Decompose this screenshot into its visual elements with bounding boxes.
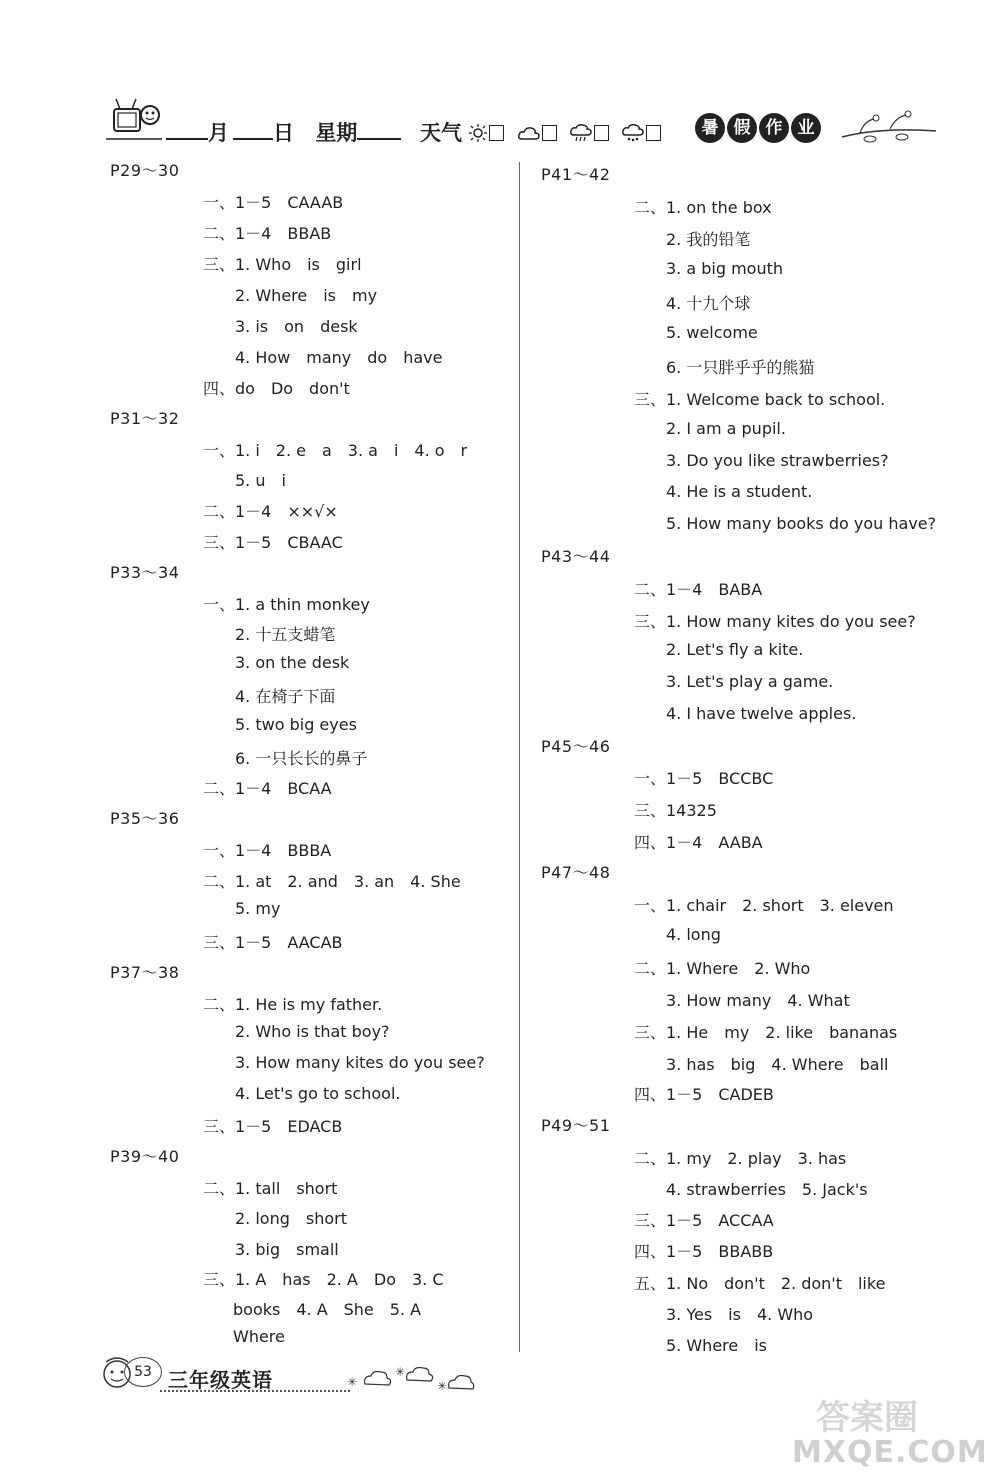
page-range-heading: P35～36	[110, 809, 180, 828]
answer-line: 5. How many books do you have?	[666, 514, 937, 533]
banner-char: 暑	[695, 113, 725, 143]
date-line	[166, 117, 401, 147]
cloudy-icon	[518, 125, 540, 141]
answer-line: 四、1－5 CADEB	[634, 1085, 774, 1104]
answer-line: 四、1－4 AABA	[634, 833, 763, 852]
page-range-heading: P29～30	[110, 161, 180, 180]
answer-line: 二、1. Where 2. Who	[634, 959, 811, 978]
answer-line: 2. Where is my	[235, 286, 378, 305]
cloud-star-decoration-icon	[345, 1362, 475, 1394]
answer-line: 5. my	[235, 899, 281, 918]
answer-line: 二、1. on the box	[634, 198, 772, 217]
sunny-checkbox[interactable]	[489, 125, 504, 141]
answer-line: 3. a big mouth	[666, 259, 784, 278]
svg-text:✳: ✳	[347, 1375, 358, 1389]
page-range-heading: P41～42	[541, 165, 611, 184]
summer-homework-banner	[695, 113, 823, 143]
answer-line: 4. He is a student.	[666, 482, 813, 501]
answer-line: 5. two big eyes	[235, 715, 357, 734]
page-number: 53	[124, 1357, 162, 1387]
watermark	[792, 1390, 988, 1470]
weekday-blank[interactable]	[357, 118, 401, 140]
page-range-heading: P49～51	[541, 1116, 611, 1135]
weather-line	[420, 117, 661, 147]
answer-line: 4. I have twelve apples.	[666, 704, 857, 723]
answer-line: 4. long	[666, 925, 721, 944]
answer-line: 三、1. Welcome back to school.	[634, 390, 886, 409]
answer-line: 二、1－4 BBAB	[203, 224, 332, 243]
page-range-heading: P47～48	[541, 863, 611, 882]
answer-line: 一、1－5 BCCBC	[634, 769, 774, 788]
answer-line: 4. How many do have	[235, 348, 443, 367]
answer-line: 一、1. i 2. e a 3. a i 4. o r	[203, 441, 468, 460]
answer-line: 三、1. How many kites do you see?	[634, 612, 916, 631]
answer-line: 四、1－5 BBABB	[634, 1242, 774, 1261]
svg-text:✳: ✳	[437, 1379, 448, 1393]
answer-line: 3. on the desk	[235, 653, 350, 672]
month-label: 月	[208, 121, 229, 145]
answer-line: 2. I am a pupil.	[666, 419, 786, 438]
answer-line: 五、1. No don't 2. don't like	[634, 1274, 886, 1293]
weather-label: 天气	[420, 121, 462, 145]
watermark-cn: 答案圈	[816, 1398, 918, 1438]
answer-line: 6. 一只长长的鼻子	[235, 749, 368, 768]
column-divider	[519, 162, 520, 1352]
rainy-checkbox[interactable]	[594, 125, 609, 141]
answer-line: 二、1－4 BCAA	[203, 779, 332, 798]
page-range-heading: P39～40	[110, 1147, 180, 1166]
page-header	[100, 95, 940, 155]
answer-line: 二、1. tall short	[203, 1179, 338, 1198]
answer-line: 2. 我的铅笔	[666, 230, 751, 249]
banner-char: 业	[791, 113, 821, 143]
answer-line: 二、1. at 2. and 3. an 4. She	[203, 872, 461, 891]
answer-line: 3. How many kites do you see?	[235, 1053, 485, 1072]
page-range-heading: P33～34	[110, 563, 180, 582]
answer-line: 4. 十九个球	[666, 294, 751, 313]
answer-line: 3. Let's play a game.	[666, 672, 834, 691]
page-range-heading: P37～38	[110, 963, 180, 982]
answer-line: 4. Let's go to school.	[235, 1084, 401, 1103]
answer-line: 3. big small	[235, 1240, 339, 1259]
answer-line: 三、1. Who is girl	[203, 255, 362, 274]
page-range-heading: P43～44	[541, 547, 611, 566]
answer-line: 3. has big 4. Where ball	[666, 1055, 889, 1074]
footer-title: 三年级英语	[168, 1368, 273, 1392]
watermark-en: MXQE.COM	[792, 1435, 988, 1470]
banner-char: 假	[727, 113, 757, 143]
month-blank[interactable]	[166, 118, 208, 140]
answer-line: 三、1. He my 2. like bananas	[634, 1023, 898, 1042]
answer-line: 2. long short	[235, 1209, 348, 1228]
answer-line: 三、1－5 AACAB	[203, 933, 343, 952]
answer-line: 3. Do you like strawberries?	[666, 451, 889, 470]
day-label: 日	[273, 121, 294, 145]
answer-line: 三、1－5 CBAAC	[203, 533, 343, 552]
answer-line: 三、1－5 EDACB	[203, 1117, 343, 1136]
flower-branch-icon	[840, 107, 940, 147]
answer-line: 4. strawberries 5. Jack's	[666, 1180, 868, 1199]
answer-line: 三、1. A has 2. A Do 3. C	[203, 1270, 444, 1289]
cloudy-checkbox[interactable]	[542, 125, 557, 141]
answer-line: 3. How many 4. What	[666, 991, 850, 1010]
answer-line: 5. welcome	[666, 323, 758, 342]
answer-line: 3. Yes is 4. Who	[666, 1305, 814, 1324]
sunny-icon	[469, 124, 487, 142]
snowy-icon	[622, 124, 644, 142]
answer-line: 三、14325	[634, 801, 717, 820]
snowy-checkbox[interactable]	[646, 125, 661, 141]
page-range-heading: P31～32	[110, 409, 180, 428]
answer-line: 二、1. He is my father.	[203, 995, 383, 1014]
rainy-icon	[570, 124, 592, 142]
answer-line: 一、1. chair 2. short 3. eleven	[634, 896, 894, 915]
footer-divider	[160, 1390, 350, 1392]
answer-line: 2. Who is that boy?	[235, 1022, 390, 1041]
answer-line: 二、1. my 2. play 3. has	[634, 1149, 847, 1168]
answer-line: 5. u i	[235, 471, 286, 490]
page-range-heading: P45～46	[541, 737, 611, 756]
weekday-label: 星期	[315, 121, 358, 145]
answer-line: books 4. A She 5. A	[233, 1300, 422, 1319]
answer-line: 2. Let's fly a kite.	[666, 640, 804, 659]
answer-line: Where	[233, 1327, 285, 1346]
cartoon-tv-icon	[102, 95, 164, 143]
answer-line: 5. Where is	[666, 1336, 768, 1355]
answer-line: 3. is on desk	[235, 317, 358, 336]
answer-line: 四、do Do don't	[203, 379, 350, 398]
svg-text:✳: ✳	[395, 1365, 406, 1379]
answer-line: 6. 一只胖乎乎的熊猫	[666, 358, 815, 377]
answer-line: 二、1－4 ××√×	[203, 502, 338, 521]
answer-line: 三、1－5 ACCAA	[634, 1211, 774, 1230]
answer-line: 二、1－4 BABA	[634, 580, 763, 599]
answer-line: 一、1－4 BBBA	[203, 841, 332, 860]
banner-char: 作	[759, 113, 789, 143]
answer-line: 一、1－5 CAAAB	[203, 193, 344, 212]
answer-line: 4. 在椅子下面	[235, 687, 336, 706]
answer-line: 一、1. a thin monkey	[203, 595, 370, 614]
day-blank[interactable]	[233, 118, 273, 140]
answer-line: 2. 十五支蜡笔	[235, 625, 336, 644]
